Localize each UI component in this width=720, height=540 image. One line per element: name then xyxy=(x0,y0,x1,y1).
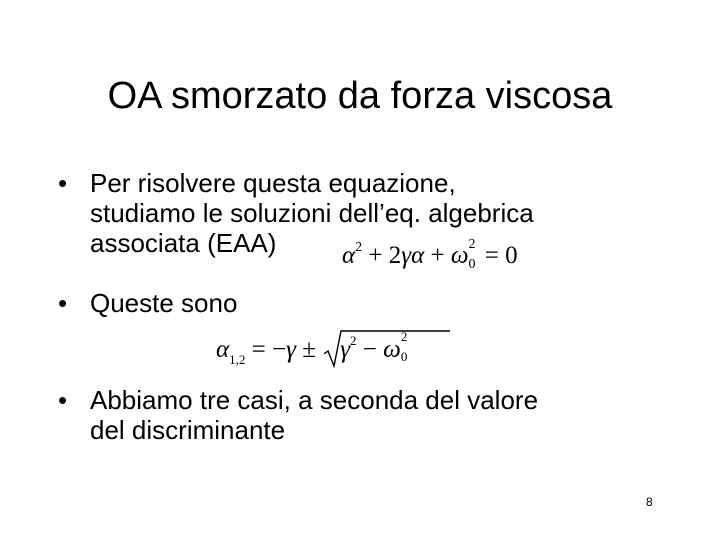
math-subscript: 1,2 xyxy=(229,352,246,367)
math-number: 0 xyxy=(505,242,518,269)
bullet-marker: • xyxy=(58,288,68,318)
math-symbol: ω xyxy=(383,336,401,363)
slide-title: OA smorzato da forza viscosa xyxy=(107,75,613,117)
math-subscript: 0 xyxy=(400,349,408,364)
bullet-line: Queste sono xyxy=(90,288,238,318)
page-number: 8 xyxy=(646,495,653,509)
math-operator: + xyxy=(368,242,383,269)
bullet-line: associata (EAA) xyxy=(90,228,277,258)
bullet-marker: • xyxy=(58,385,68,415)
bullet-line: Abbiamo tre casi, a seconda del valore xyxy=(90,385,539,415)
math-symbol: γ xyxy=(401,242,412,269)
bullet-marker: • xyxy=(58,168,68,198)
math-operator: − xyxy=(362,336,377,363)
math-symbol: ω xyxy=(450,242,469,269)
math-symbol: α xyxy=(411,242,425,269)
equation-eaa xyxy=(342,237,518,272)
math-operator: ± xyxy=(302,336,316,363)
math-exponent: 2 xyxy=(468,237,476,252)
bullet-text xyxy=(90,288,237,318)
math-symbol: γ xyxy=(340,336,351,363)
math-exponent: 2 xyxy=(350,333,357,348)
math-operator: = xyxy=(484,242,499,269)
math-symbol: γ xyxy=(286,336,296,363)
bullet-text xyxy=(90,385,538,445)
math-symbol: α xyxy=(342,242,356,269)
bullet-line: studiamo le soluzioni dell’eq. algebrica xyxy=(90,198,534,228)
bullet-line: del discriminante xyxy=(90,415,286,445)
math-subscript: 0 xyxy=(468,257,476,272)
radical-sign-icon xyxy=(324,330,450,370)
math-operator: = xyxy=(251,336,266,363)
math-operator: + xyxy=(430,242,445,269)
math-exponent: 2 xyxy=(400,329,408,344)
math-symbol: α xyxy=(216,336,230,363)
math-number: 2 xyxy=(388,242,402,269)
equation-roots xyxy=(216,318,411,368)
bullet-line: Per risolvere questa equazione, xyxy=(90,168,456,198)
math-operator: − xyxy=(271,336,287,363)
math-exponent: 2 xyxy=(355,240,363,255)
square-root xyxy=(324,329,411,364)
